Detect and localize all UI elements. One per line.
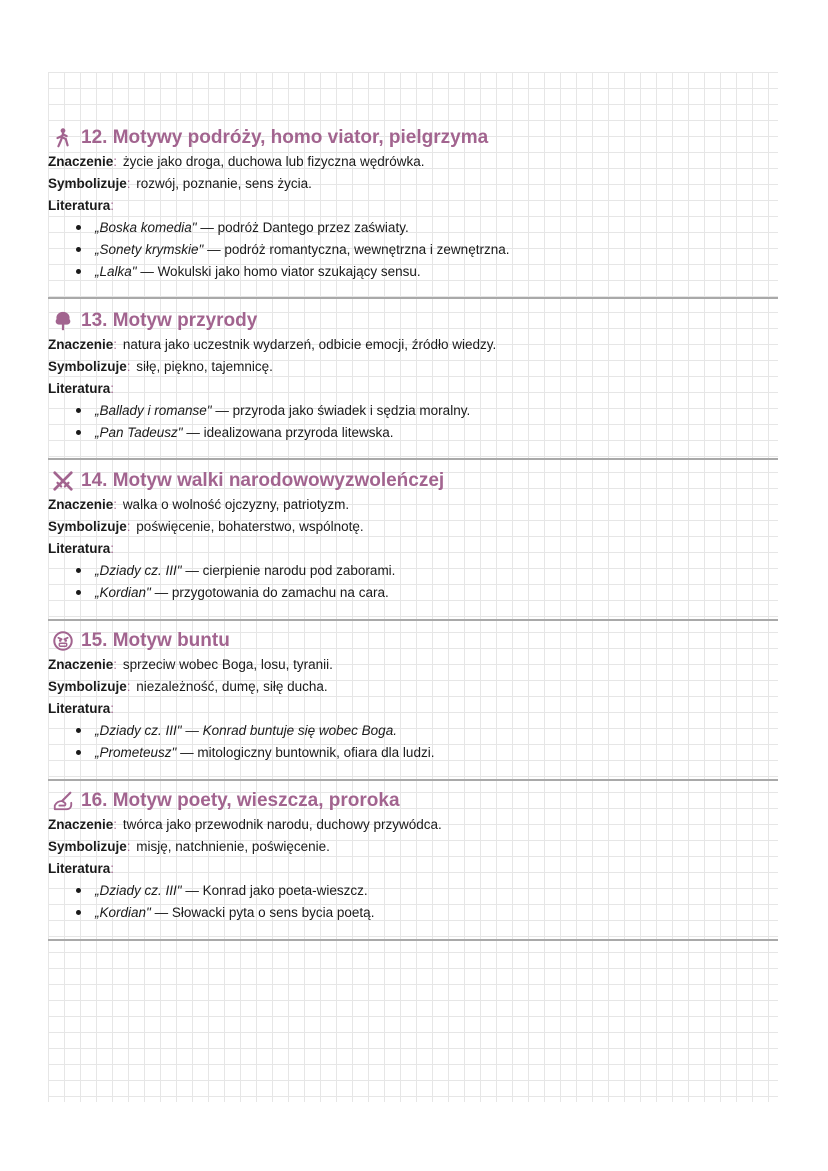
work-description: — Konrad buntuje się wobec Boga. xyxy=(181,723,397,738)
literature-label: Literatura xyxy=(48,198,111,213)
section-title: 15. Motyw buntu xyxy=(81,630,230,651)
symbolizes-label: Symbolizuje xyxy=(48,359,127,374)
work-description: — podróż romantyczna, wewnętrzna i zewnętrzna. xyxy=(203,242,510,257)
list-item xyxy=(76,240,509,260)
symbolizes-line: Symbolizuje: niezależność, dumę, siłę ducha. xyxy=(48,679,328,694)
section-divider xyxy=(48,939,778,941)
literature-label: Literatura xyxy=(48,701,111,716)
meaning-label: Znaczenie xyxy=(48,817,114,832)
work-description: — idealizowana przyroda litewska. xyxy=(182,425,394,440)
work-title: „Ballady i romanse" xyxy=(95,403,212,418)
meaning-label: Znaczenie xyxy=(48,337,114,352)
literature-line: Literatura: xyxy=(48,381,115,396)
literature-label: Literatura xyxy=(48,861,111,876)
literature-line: Literatura: xyxy=(48,198,115,213)
symbolizes-label: Symbolizuje xyxy=(48,679,127,694)
meaning-text: walka o wolność ojczyzny, patriotyzm. xyxy=(122,497,350,512)
section-divider xyxy=(48,297,778,299)
list-item xyxy=(76,721,397,741)
angry-face-icon xyxy=(52,630,74,652)
literature-line: Literatura: xyxy=(48,701,115,716)
symbolizes-label: Symbolizuje xyxy=(48,839,127,854)
work-title: „Dziady cz. III" xyxy=(95,723,182,738)
writing-hand-icon xyxy=(52,790,74,812)
meaning-label: Znaczenie xyxy=(48,497,114,512)
meaning-line: Znaczenie: walka o wolność ojczyzny, patriotyzm. xyxy=(48,497,350,512)
meaning-text: życie jako droga, duchowa lub fizyczna wędrówka. xyxy=(122,154,425,169)
section-heading xyxy=(52,469,444,493)
literature-label: Literatura xyxy=(48,541,111,556)
symbolizes-label: Symbolizuje xyxy=(48,519,127,534)
section-heading xyxy=(52,789,400,813)
meaning-line: Znaczenie: sprzeciw wobec Boga, losu, tyranii. xyxy=(48,657,333,672)
section-title: 12. Motywy podróży, homo viator, pielgrzyma xyxy=(81,127,489,148)
work-title: „Pan Tadeusz" xyxy=(95,425,183,440)
symbolizes-text: misję, natchnienie, poświęcenie. xyxy=(136,839,330,854)
work-title: „Sonety krymskie" xyxy=(95,242,204,257)
literature-line: Literatura: xyxy=(48,541,115,556)
meaning-line: Znaczenie: życie jako droga, duchowa lub fizyczna wędrówka. xyxy=(48,154,425,169)
symbolizes-text: siłę, piękno, tajemnicę. xyxy=(136,359,273,374)
list-item xyxy=(76,903,374,923)
tree-icon xyxy=(52,310,74,332)
work-title: „Boska komedia" xyxy=(95,220,197,235)
work-description: — podróż Dantego przez zaświaty. xyxy=(196,220,409,235)
work-description: — cierpienie narodu pod zaborami. xyxy=(181,563,396,578)
meaning-text: sprzeciw wobec Boga, losu, tyranii. xyxy=(122,657,333,672)
meaning-text: natura jako uczestnik wydarzeń, odbicie emocji, źródło wiedzy. xyxy=(122,337,497,352)
symbolizes-text: poświęcenie, bohaterstwo, wspólnotę. xyxy=(136,519,364,534)
section-divider xyxy=(48,779,778,781)
work-description: — przyroda jako świadek i sędzia moralny. xyxy=(211,403,471,418)
symbolizes-text: niezależność, dumę, siłę ducha. xyxy=(136,679,328,694)
list-item xyxy=(76,401,470,421)
meaning-label: Znaczenie xyxy=(48,657,114,672)
section-title: 13. Motyw przyrody xyxy=(81,310,258,331)
section-divider xyxy=(48,619,778,621)
literature-line: Literatura: xyxy=(48,861,115,876)
work-title: „Dziady cz. III" xyxy=(95,563,182,578)
work-description: — Słowacki pyta o sens bycia poetą. xyxy=(150,905,375,920)
crossed-swords-icon xyxy=(52,470,74,492)
work-title: „Lalka" xyxy=(95,264,137,279)
meaning-line: Znaczenie: natura jako uczestnik wydarzeń, odbicie emocji, źródło wiedzy. xyxy=(48,337,497,352)
meaning-line: Znaczenie: twórca jako przewodnik narodu, duchowy przywódca. xyxy=(48,817,442,832)
meaning-text: twórca jako przewodnik narodu, duchowy przywódca. xyxy=(122,817,442,832)
work-description: — przygotowania do zamachu na cara. xyxy=(150,585,389,600)
list-item xyxy=(76,743,434,763)
section-title: 16. Motyw poety, wieszcza, proroka xyxy=(81,790,400,811)
work-title: „Prometeusz" xyxy=(95,745,177,760)
section-heading xyxy=(52,629,230,653)
literature-label: Literatura xyxy=(48,381,111,396)
symbolizes-line: Symbolizuje: poświęcenie, bohaterstwo, wspólnotę. xyxy=(48,519,364,534)
section-title: 14. Motyw walki narodowowyzwoleńczej xyxy=(81,470,445,491)
list-item xyxy=(76,218,409,238)
work-description: — mitologiczny buntownik, ofiara dla ludzi. xyxy=(176,745,435,760)
symbolizes-text: rozwój, poznanie, sens życia. xyxy=(136,176,312,191)
work-title: „Kordian" xyxy=(95,585,151,600)
section-divider xyxy=(48,458,778,460)
section-heading xyxy=(52,126,488,150)
symbolizes-line: Symbolizuje: siłę, piękno, tajemnicę. xyxy=(48,359,273,374)
list-item xyxy=(76,583,389,603)
symbolizes-line: Symbolizuje: rozwój, poznanie, sens życia. xyxy=(48,176,312,191)
work-description: — Wokulski jako homo viator szukający sensu. xyxy=(136,264,421,279)
meaning-label: Znaczenie xyxy=(48,154,114,169)
list-item xyxy=(76,262,421,282)
work-title: „Dziady cz. III" xyxy=(95,883,182,898)
section-heading xyxy=(52,309,257,333)
walking-person-icon xyxy=(52,127,74,149)
work-title: „Kordian" xyxy=(95,905,151,920)
symbolizes-label: Symbolizuje xyxy=(48,176,127,191)
symbolizes-line: Symbolizuje: misję, natchnienie, poświęcenie. xyxy=(48,839,330,854)
list-item xyxy=(76,423,393,443)
list-item xyxy=(76,881,368,901)
list-item xyxy=(76,561,395,581)
work-description: — Konrad jako poeta-wieszcz. xyxy=(181,883,368,898)
